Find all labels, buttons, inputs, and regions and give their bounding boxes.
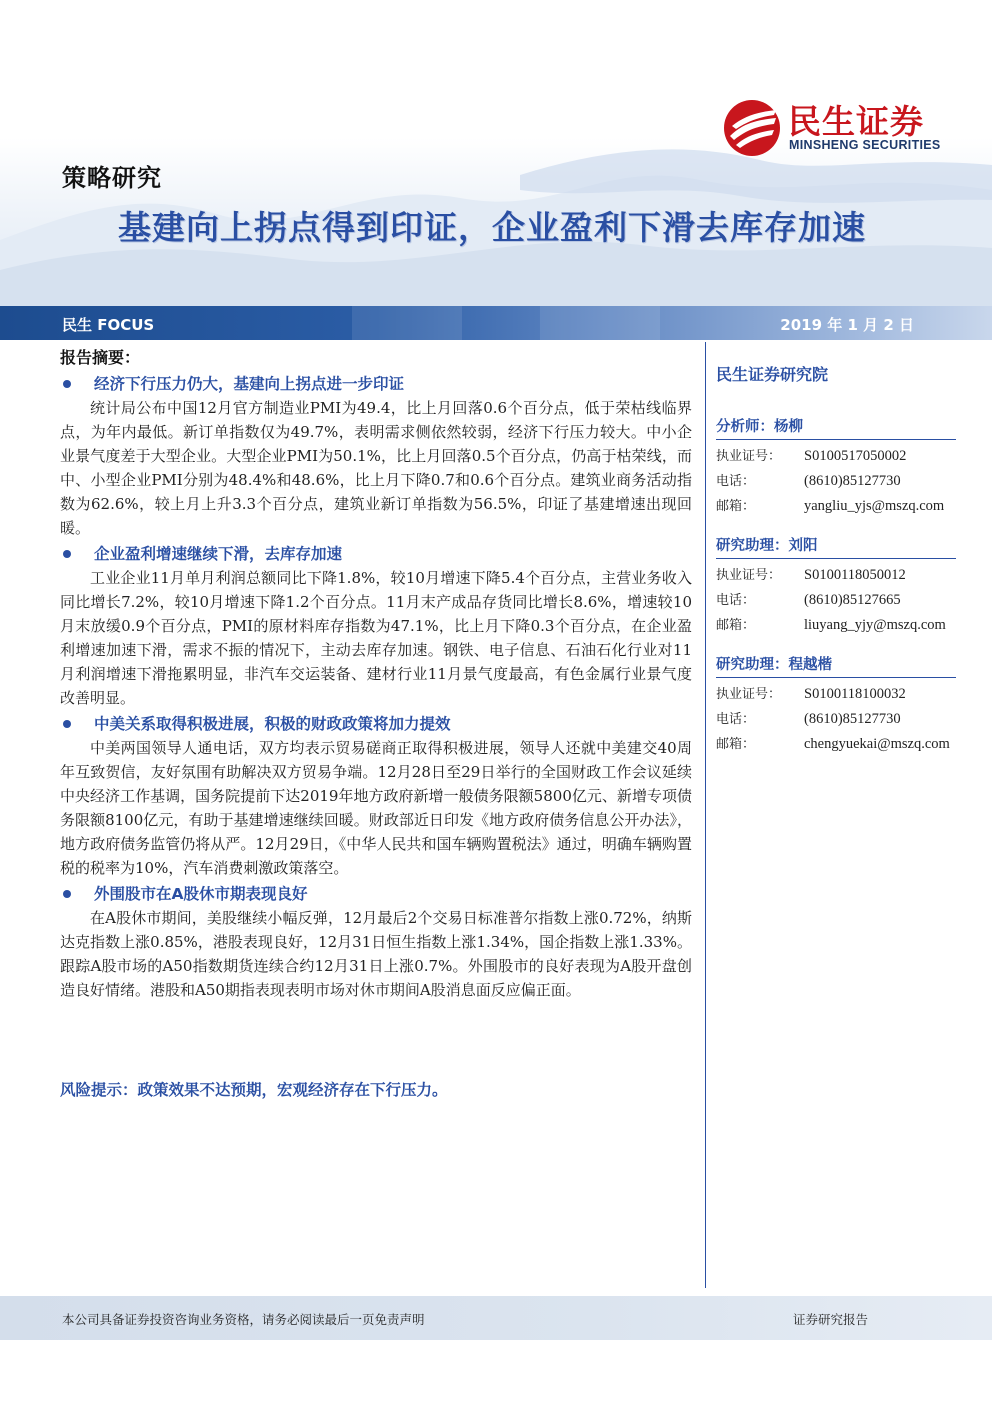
analyst-name: 研究助理：程越楷 (716, 652, 956, 678)
band-label: 民生 FOCUS (62, 316, 155, 334)
report-date: 2019 年 1 月 2 日 (780, 316, 914, 334)
summary-section (60, 344, 692, 1004)
contact-email[interactable]: yangliu_yjs@mszq.com (804, 498, 945, 514)
point-title (60, 542, 692, 566)
logo-name-cn: 民生证券 (788, 102, 924, 141)
summary-point (60, 372, 692, 540)
analyst-name: 分析师：杨柳 (716, 414, 956, 440)
contact-key: 邮箱： (716, 618, 756, 633)
logo-mark-icon (722, 98, 782, 158)
contact-key: 电话： (716, 474, 756, 489)
contact-value: (8610)85127665 (804, 592, 901, 608)
contact-value: S0100118050012 (804, 567, 906, 583)
contact-row (716, 707, 956, 732)
bullet-icon (63, 550, 71, 558)
research-institute: 民生证券研究院 (716, 365, 829, 384)
point-title-text: 外围股市在A股休市期表现良好 (94, 885, 308, 903)
company-logo (722, 96, 952, 158)
analyst-card (716, 414, 956, 519)
contact-key: 执业证号： (716, 568, 782, 583)
point-body: 工业企业11月单月利润总额同比下降1.8%，较10月增速下降5.4个百分点，主营业务收入同比增长7.2%，较10月增速下降1.2个百分点。11月末产成品存货同比增长8.6%，增速较10月末放缓0.9个百分点，PMI的原材料库存指数为47.1%，比上月下降0.3个百分点，在企业盈利增速加速下滑，需求不振的情况下，主动去库存加速。钢铁、电子信息、石油石化行业对11月利润增速下滑拖累明显，非汽车交运装备、建材行业11月景气度最高，有色金属行业景气度改善明显。 (60, 569, 692, 707)
contact-key: 执业证号： (716, 449, 782, 464)
contact-row (716, 682, 956, 707)
footer-report-type: 证券研究报告 (792, 1312, 868, 1327)
point-title (60, 372, 692, 396)
contact-key: 电话： (716, 593, 756, 608)
contact-row (716, 588, 956, 613)
bullet-icon (63, 720, 71, 728)
point-body: 在A股休市期间，美股继续小幅反弹，12月最后2个交易日标准普尔指数上涨0.72%，纳斯达克指数上涨0.85%，港股表现良好，12月31日恒生指数上涨1.34%，国企指数上涨1.33%。跟踪A股市场的A50指数期货连续合约12月31日上涨0.7%。外围股市的良好表现为A股开盘创造良好情绪。港股和A50期指表现表明市场对休市期间A股消息面反应偏正面。 (60, 909, 692, 999)
contact-value: (8610)85127730 (804, 473, 901, 489)
analyst-name: 研究助理：刘阳 (716, 533, 956, 559)
logo-name-en: MINSHENG SECURITIES (789, 138, 941, 152)
point-title-text: 经济下行压力仍大，基建向上拐点进一步印证 (94, 375, 405, 393)
contact-key: 邮箱： (716, 737, 756, 752)
contact-row (716, 469, 956, 494)
column-divider (705, 342, 706, 1288)
contact-row (716, 494, 956, 519)
point-body: 统计局公布中国12月官方制造业PMI为49.4，比上月回落0.6个百分点，低于荣枯线临界点，为年内最低。新订单指数仅为49.7%，表明需求侧依然较弱，经济下行压力较大。中小企业景气度差于大型企业。大型企业PMI为50.1%，比上月回落0.5个百分点，仍高于枯荣线，而中、小型企业PMI分别为48.4%和48.6%，比上月下降0.7和0.6个百分点。建筑业商务活动指数为62.6%，较上月上升3.3个百分点，建筑业新订单指数为56.5%，印证了基建增速出现回暖。 (60, 399, 692, 537)
header-banner (0, 0, 992, 306)
contact-row (716, 732, 956, 757)
summary-point (60, 882, 692, 1002)
contact-row (716, 444, 956, 469)
contact-value: S0100118100032 (804, 686, 906, 702)
summary-point (60, 712, 692, 880)
point-body: 中美两国领导人通电话，双方均表示贸易磋商正取得积极进展，领导人还就中美建交40周年互致贺信，友好氛围有助解决双方贸易争端。12月28日至29日举行的全国财政工作会议延续中央经济工作基调，国务院提前下达2019年地方政府新增一般债务限额5800亿元、新增专项债务限额8100亿元，有助于基建增速继续回暖。财政部近日印发《地方政府债务信息公开办法》，地方政府债务监管仍将从严。12月29日，《中华人民共和国车辆购置税法》通过，明确车辆购置税的税率为10%，汽车消费刺激政策落空。 (60, 739, 692, 877)
analyst-sidebar (716, 344, 956, 757)
bullet-icon (63, 380, 71, 388)
contact-key: 电话： (716, 712, 756, 727)
contact-email[interactable]: liuyang_yjy@mszq.com (804, 617, 946, 633)
focus-band (0, 306, 992, 340)
page-footer (0, 1296, 992, 1340)
contact-key: 执业证号： (716, 687, 782, 702)
footer-disclaimer: 本公司具备证券投资咨询业务资格，请务必阅读最后一页免责声明 (62, 1312, 425, 1327)
contact-value: (8610)85127730 (804, 711, 901, 727)
summary-heading: 报告摘要： (60, 348, 141, 367)
summary-point (60, 542, 692, 710)
bullet-icon (63, 890, 71, 898)
risk-warning: 风险提示：政策效果不达预期，宏观经济存在下行压力。 (60, 1081, 448, 1099)
analyst-card (716, 533, 956, 638)
report-category: 策略研究 (62, 164, 162, 192)
contact-key: 邮箱： (716, 499, 756, 514)
point-title-text: 中美关系取得积极进展，积极的财政政策将加力提效 (94, 715, 451, 733)
point-title-text: 企业盈利增速继续下滑，去库存加速 (94, 545, 343, 563)
point-title (60, 882, 692, 906)
contact-row (716, 613, 956, 638)
report-title: 基建向上拐点得到印证，企业盈利下滑去库存加速 (118, 208, 866, 247)
contact-value: S0100517050002 (804, 448, 907, 464)
contact-row (716, 563, 956, 588)
analyst-card (716, 652, 956, 757)
point-title (60, 712, 692, 736)
contact-email[interactable]: chengyuekai@mszq.com (804, 736, 950, 752)
